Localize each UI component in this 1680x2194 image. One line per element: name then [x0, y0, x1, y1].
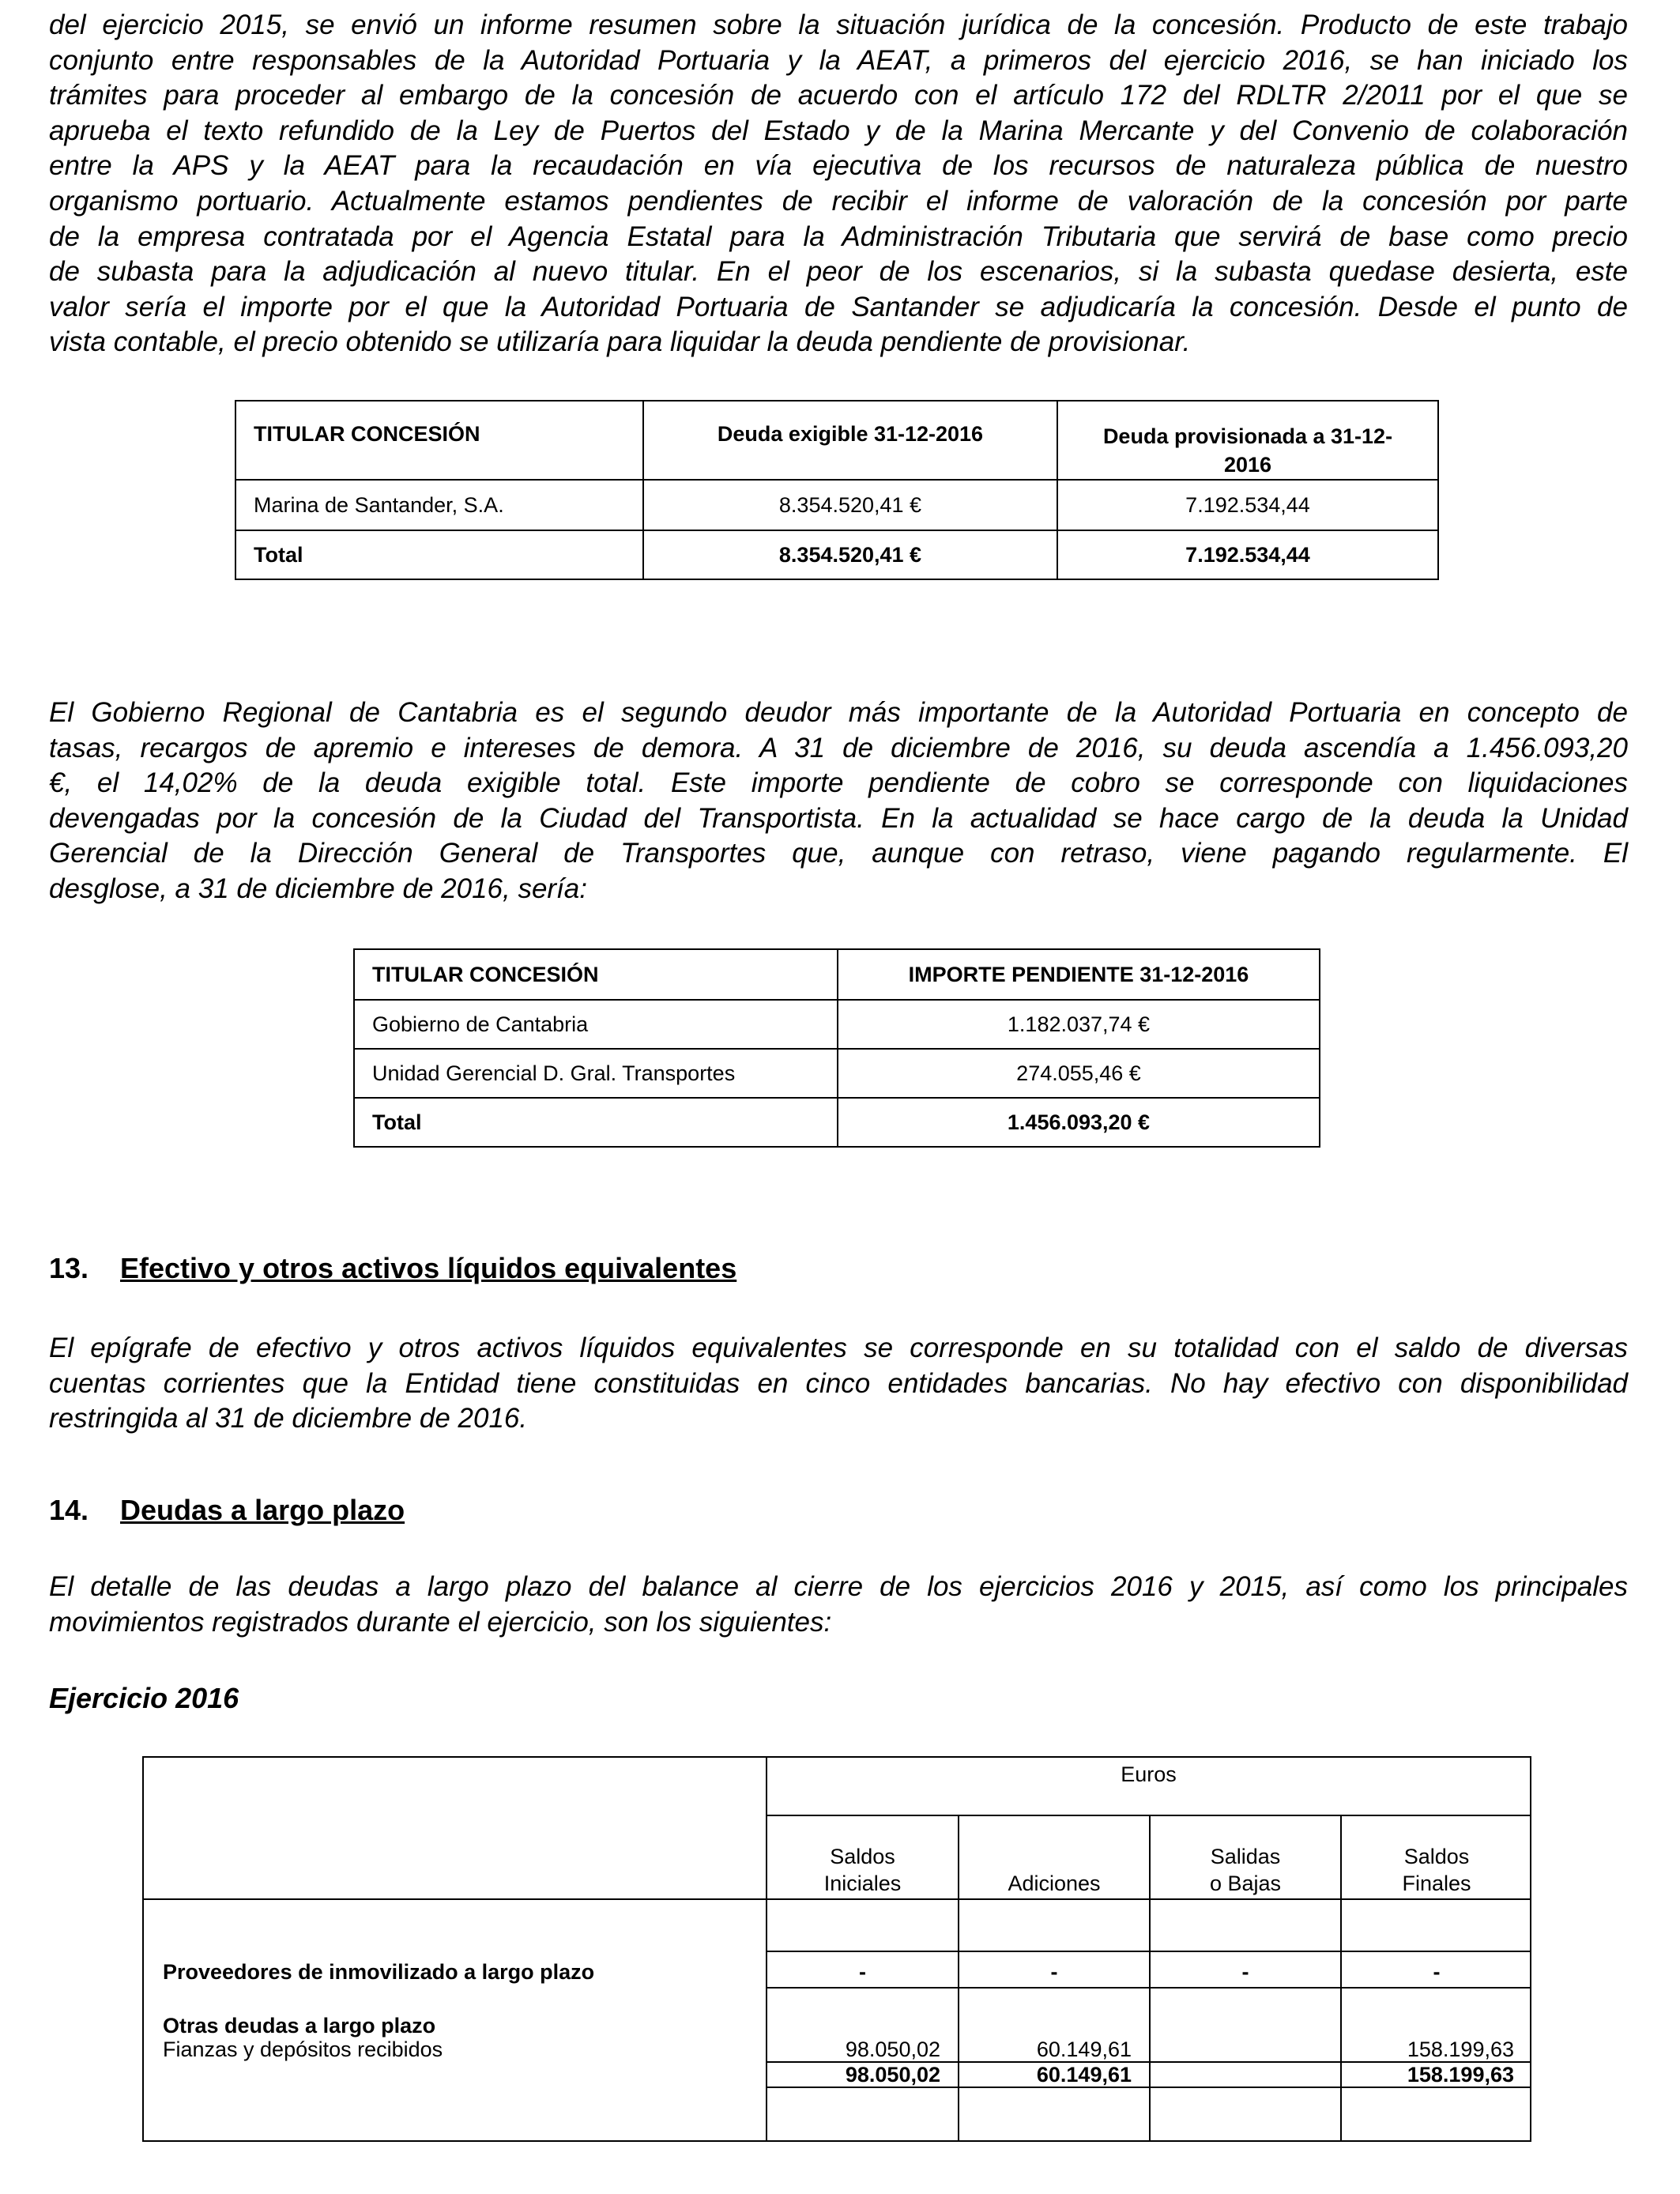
- cell: Gobierno de Cantabria: [354, 1000, 838, 1049]
- cantabria-debt-table: [353, 948, 1320, 1148]
- total-cell: 98.050,02: [845, 2063, 940, 2087]
- col-header-saldos-iniciales: [767, 1843, 958, 1897]
- col-header-salidas: [1151, 1843, 1340, 1897]
- euros-header: Euros: [1121, 1762, 1177, 1786]
- text-line: de subasta para la adjudicación al nuevo titular. En el peor de los escenarios, si la subasta quedase desierta, este: [49, 256, 1628, 288]
- paragraph-deudas: [49, 1570, 1628, 1640]
- header-line: Saldos: [830, 1845, 895, 1868]
- header-line: 2016: [1223, 453, 1272, 477]
- total-cell: 60.149,61: [1036, 2063, 1132, 2087]
- header-line: Deuda provisionada a 31-12-: [1102, 424, 1393, 448]
- col-header-adiciones: [959, 1843, 1149, 1897]
- text-line: restringida al 31 de diciembre de 2016.: [49, 1403, 528, 1434]
- text-line: El detalle de las deudas a largo plazo del balance al cierre de los ejercicios 2016 y 2015, así como los principales: [49, 1571, 1628, 1602]
- header-cell: TITULAR CONCESIÓN: [235, 401, 643, 480]
- cell: 7.192.534,44: [1057, 480, 1438, 530]
- header-cell: TITULAR CONCESIÓN: [354, 949, 838, 1000]
- header-line: Adiciones: [1008, 1872, 1101, 1895]
- cell: 1.182.037,74 €: [838, 1000, 1320, 1049]
- header-line: Saldos: [1403, 1845, 1470, 1868]
- text-line: aprueba el texto refundido de la Ley de Puertos del Estado y de la Marina Mercante y del Convenio de colaboración: [49, 115, 1628, 146]
- text-line: conjunto entre responsables de la Autoridad Portuaria y la AEAT, a primeros del ejercicio 2016, se han iniciado los: [49, 44, 1628, 76]
- text-line: €, el 14,02% de la deuda exigible total. Este importe pendiente de cobro se corresponde con liquidaciones: [49, 767, 1628, 799]
- section-number: 14.: [49, 1494, 89, 1526]
- cell: 98.050,02: [845, 2038, 940, 2061]
- text-line: tasas, recargos de apremio e intereses de demora. A 31 de diciembre de 2016, su deuda ascendía a 1.456.093,20: [49, 732, 1628, 763]
- text-line: El epígrafe de efectivo y otros activos líquidos equivalentes se corresponde en su totalidad con el saldo de diversas: [49, 1333, 1628, 1363]
- header-cell: IMPORTE PENDIENTE 31-12-2016: [838, 949, 1320, 1000]
- header-line: Salidas: [1210, 1845, 1281, 1868]
- header-line: o Bajas: [1209, 1872, 1282, 1895]
- text-line: valor sería el importe por el que la Autoridad Portuaria de Santander se adjudicaría la concesión. Desde el punto de: [49, 291, 1628, 322]
- cell: 7.192.534,44: [1057, 530, 1438, 579]
- table-rule: [144, 1898, 1531, 1900]
- cell: -: [1241, 1960, 1249, 1984]
- cell: Unidad Gerencial D. Gral. Transportes: [354, 1049, 838, 1098]
- text-line: El Gobierno Regional de Cantabria es el segundo deudor más importante de la Autoridad Portuaria en concepto de: [49, 697, 1628, 728]
- header-cell: Deuda exigible 31-12-2016: [643, 401, 1057, 480]
- text-line: entre la APS y la AEAT para la recaudación en vía ejecutiva de los recursos de naturaleza pública de nuestro: [49, 150, 1628, 182]
- cell: 158.199,63: [1407, 2038, 1514, 2061]
- row-sublabel-fianzas: Fianzas y depósitos recibidos: [163, 2038, 443, 2061]
- cell: -: [1050, 1960, 1058, 1984]
- text-line: organismo portuario. Actualmente estamos pendientes de recibir el informe de valoración de la concesión por parte: [49, 185, 1628, 217]
- cell: -: [1433, 1960, 1441, 1984]
- cell: 8.354.520,41 €: [643, 480, 1057, 530]
- text-line: cuentas corrientes que la Entidad tiene constituidas en cinco entidades bancarias. No hay efectivo con disponibilidad: [49, 1367, 1628, 1399]
- table-header-row: [354, 949, 1320, 1000]
- paragraph-cantabria: [49, 696, 1628, 907]
- cell: -: [859, 1960, 866, 1984]
- table-row: [235, 480, 1438, 530]
- row-label-proveedores: Proveedores de inmovilizado a largo plazo: [163, 1960, 595, 1984]
- table-total-row: [354, 1098, 1320, 1147]
- text-line: vista contable, el precio obtenido se utilizaría para liquidar la deuda pendiente de provisionar.: [49, 326, 1191, 358]
- cell: Total: [235, 530, 643, 579]
- text-line: devengadas por la concesión de la Ciudad del Transportista. En la actualidad se hace cargo de la deuda la Unidad: [49, 802, 1628, 834]
- section-number: 13.: [49, 1252, 89, 1284]
- total-cell: 158.199,63: [1407, 2063, 1514, 2087]
- paragraph-concession: [49, 8, 1628, 360]
- table-row: [354, 1000, 1320, 1049]
- cell: 274.055,46 €: [838, 1049, 1320, 1098]
- table-header-row: [235, 401, 1438, 480]
- header-cell: [1057, 401, 1438, 480]
- row-label-otras-deudas: Otras deudas a largo plazo: [163, 2014, 436, 2038]
- cell: Marina de Santander, S.A.: [235, 480, 643, 530]
- cell: 8.354.520,41 €: [643, 530, 1057, 579]
- header-line: Finales: [1402, 1872, 1471, 1895]
- section-title: Efectivo y otros activos líquidos equivalentes: [120, 1252, 737, 1284]
- table-row: [354, 1049, 1320, 1098]
- text-line: trámites para proceder al embargo de la concesión de acuerdo con el artículo 172 del RDLTR 2/2011 por el que se: [49, 80, 1628, 111]
- cell: Total: [354, 1098, 838, 1147]
- text-line: movimientos registrados durante el ejercicio, son los siguientes:: [49, 1606, 832, 1638]
- table-total-row: [235, 530, 1438, 579]
- long-term-debt-table: [142, 1756, 1531, 2142]
- text-line: Gerencial de la Dirección General de Transportes que, aunque con retraso, viene pagando regularmente. El: [49, 838, 1628, 869]
- section-title: Deudas a largo plazo: [120, 1494, 405, 1526]
- subsection-title: Ejercicio 2016: [49, 1682, 239, 1714]
- paragraph-efectivo: [49, 1331, 1628, 1437]
- section-13-heading: [49, 1252, 736, 1285]
- text-line: del ejercicio 2015, se envió un informe resumen sobre la situación jurídica de la concesión. Producto de este trabajo: [49, 9, 1628, 40]
- marina-debt-table: [235, 400, 1439, 580]
- cell: 1.456.093,20 €: [838, 1098, 1320, 1147]
- section-14-heading: [49, 1494, 405, 1527]
- header-line: Iniciales: [823, 1872, 902, 1895]
- text-line: desglose, a 31 de diciembre de 2016, sería:: [49, 873, 587, 904]
- text-line: de la empresa contratada por el Agencia Estatal para la Administración Tributaria que servirá de base como precio: [49, 221, 1628, 252]
- col-header-saldos-finales: [1342, 1843, 1531, 1897]
- cell: 60.149,61: [1036, 2038, 1132, 2061]
